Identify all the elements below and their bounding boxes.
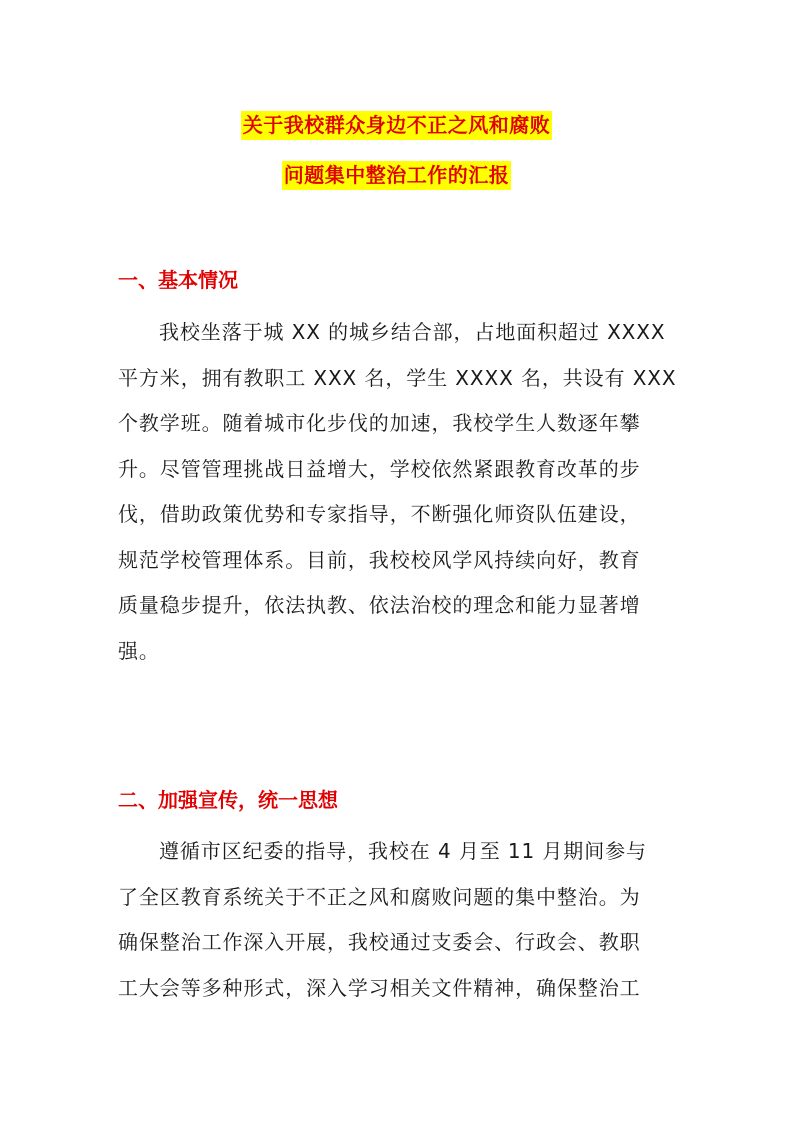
paragraph-line: 伐，借助政策优势和专家指导，不断强化师资队伍建设， — [118, 502, 641, 526]
paragraph-line: 升。尽管管理挑战日益增大，学校依然紧跟教育改革的步 — [118, 456, 641, 481]
paragraph-line: 遵循市区纪委的指导，我校在 4 月至 11 月期间参与 — [159, 839, 647, 863]
section-1-heading: 一、基本情况 — [118, 268, 238, 292]
document-title-line-1: 关于我校群众身边不正之风和腐败 — [241, 111, 553, 140]
section-2-heading: 二、加强宣传，统一思想 — [118, 788, 338, 812]
paragraph-line: 规范学校管理体系。目前，我校校风学风持续向好，教育 — [118, 547, 641, 572]
section-2-paragraph — [118, 829, 678, 1011]
paragraph-line: 确保整治工作深入开展，我校通过支委会、行政会、教职 — [118, 930, 641, 954]
document-title-line-2: 问题集中整治工作的汇报 — [282, 161, 512, 190]
paragraph-line: 我校坐落于城 XX 的城乡结合部，占地面积超过 XXXX — [159, 320, 666, 344]
paragraph-line: 平方米，拥有教职工 XXX 名，学生 XXXX 名，共设有 XXX — [118, 365, 677, 390]
paragraph-line: 了全区教育系统关于不正之风和腐败问题的集中整治。为 — [118, 884, 641, 909]
document-title-line-1-container — [0, 111, 793, 140]
section-1-paragraph — [118, 310, 678, 674]
document-title-line-2-container — [0, 161, 793, 190]
paragraph-line: 质量稳步提升，依法执教、依法治校的理念和能力显著增 — [118, 593, 641, 617]
paragraph-line: 工大会等多种形式，深入学习相关文件精神，确保整治工 — [118, 975, 641, 1000]
paragraph-line: 个教学班。随着城市化步伐的加速，我校学生人数逐年攀 — [118, 411, 641, 435]
paragraph-line: 强。 — [118, 638, 160, 663]
